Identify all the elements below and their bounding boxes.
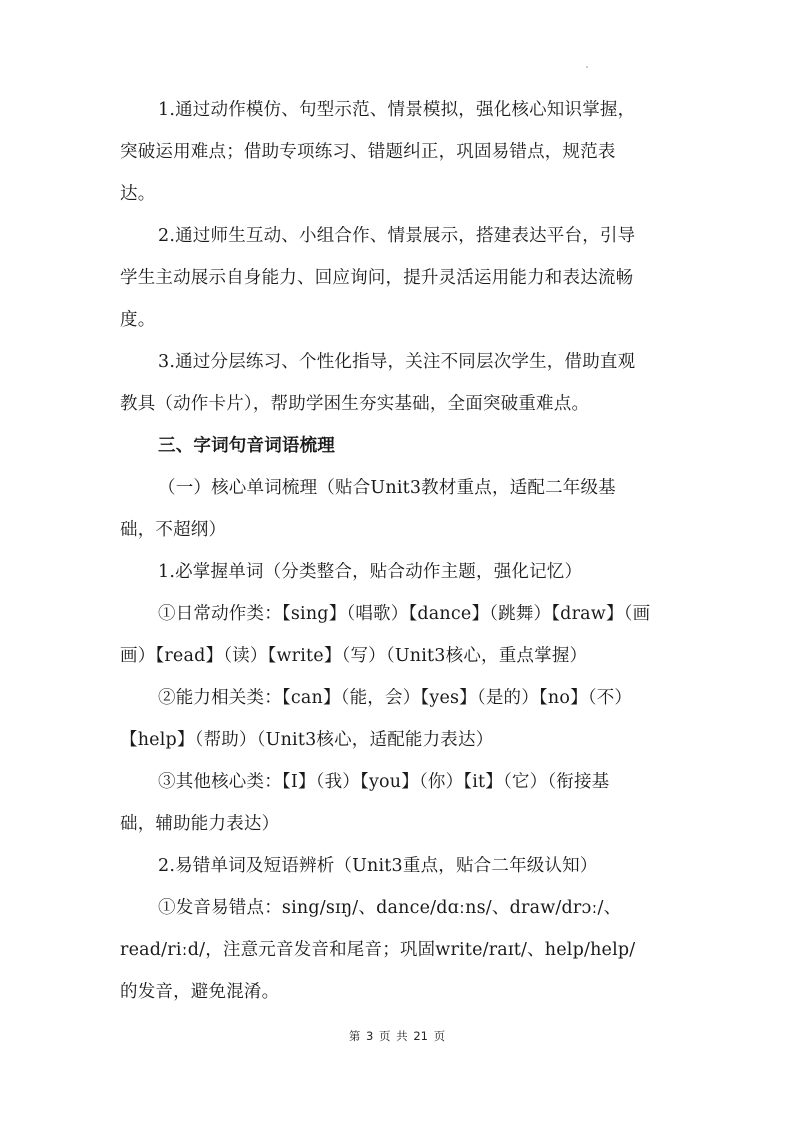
paragraph-line: （一）核心单词梳理（贴合Unit3教材重点，适配二年级基: [158, 478, 616, 498]
page-footer: [0, 1028, 794, 1044]
paragraph-line: 础，辅助能力表达）: [120, 814, 280, 834]
section-heading: 三、字词句音词语梳理: [158, 436, 335, 456]
footer-suffix: 页: [433, 1029, 446, 1043]
paragraph-line: 的发音，避免混淆。: [120, 982, 280, 1002]
paragraph-line: 3.通过分层练习、个性化指导，关注不同层次学生，借助直观: [158, 352, 636, 372]
paragraph-line: 【help】（帮助）（Unit3核心，适配能力表达）: [120, 730, 494, 750]
paragraph-line: 1.通过动作模仿、句型示范、情景模拟，强化核心知识掌握，: [158, 100, 636, 120]
footer-total-word: 共: [396, 1029, 408, 1043]
paragraph-line: 1.必掌握单词（分类整合，贴合动作主题，强化记忆）: [158, 562, 583, 582]
paragraph-line: 度。: [120, 310, 156, 330]
footer-page-word: 页: [379, 1029, 391, 1043]
footer-total-pages: 21: [413, 1029, 428, 1043]
paragraph-line: ②能力相关类：【can】（能，会）【yes】（是的）【no】（不）: [158, 688, 633, 708]
footer-page-number: 3: [366, 1029, 374, 1043]
paragraph-line: 2.通过师生互动、小组合作、情景展示，搭建表达平台，引导: [158, 226, 636, 246]
paragraph-line: ①日常动作类：【sing】（唱歌）【dance】（跳舞）【draw】（画: [158, 604, 651, 624]
page-mark: [586, 66, 588, 68]
paragraph-line: ①发音易错点：sing/sɪŋ/、dance/dɑːns/、draw/drɔː/、: [158, 898, 622, 918]
paragraph-line: 画）【read】（读）【write】（写）（Unit3核心，重点掌握）: [120, 646, 588, 666]
paragraph-line: 2.易错单词及短语辨析（Unit3重点，贴合二年级认知）: [158, 856, 598, 876]
paragraph-line: 突破运用难点；借助专项练习、错题纠正，巩固易错点，规范表: [120, 142, 616, 162]
paragraph-line: 达。: [120, 184, 156, 204]
paragraph-line: ③其他核心类：【I】（我）【you】（你）【it】（它）（衔接基: [158, 772, 610, 792]
footer-prefix: 第: [348, 1029, 361, 1043]
paragraph-line: 教具（动作卡片），帮助学困生夯实基础，全面突破重难点。: [120, 394, 590, 414]
paragraph-line: read/riːd/，注意元音发音和尾音；巩固write/raɪt/、help/help/: [120, 940, 636, 960]
paragraph-line: 学生主动展示自身能力、回应询问，提升灵活运用能力和表达流畅: [120, 268, 634, 288]
paragraph-line: 础，不超纲）: [120, 520, 227, 540]
